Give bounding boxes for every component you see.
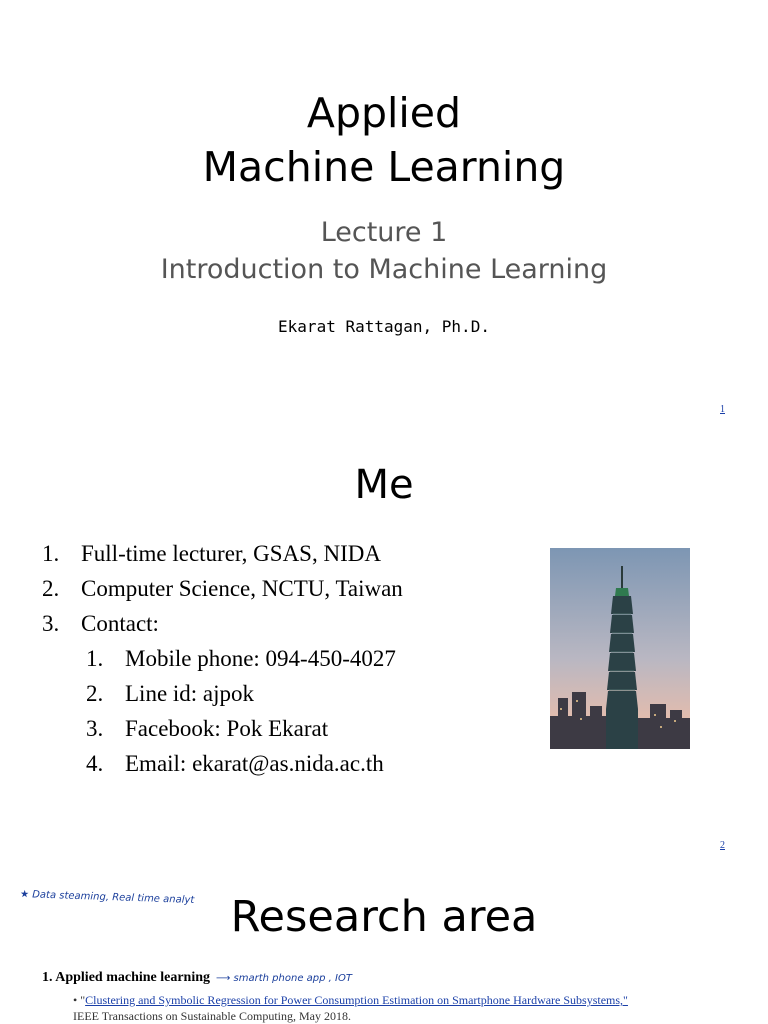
taipei-101-photo — [550, 548, 690, 749]
list-item: 3. Facebook: Pok Ekarat — [86, 716, 329, 741]
paper-venue: IEEE Transactions on Sustainable Computing, May 2018. — [73, 1009, 351, 1023]
research-item — [42, 970, 352, 986]
slide-title: Me — [354, 462, 414, 508]
slide-3 — [0, 864, 768, 1024]
list-item: 1. Mobile phone: 094-450-4027 — [86, 646, 396, 671]
lecture-topic: Introduction to Machine Learning — [160, 254, 608, 285]
bullet: • " — [73, 993, 86, 1007]
page-number-link[interactable]: 1 — [720, 404, 725, 415]
author-name: Ekarat Rattagan, Ph.D. — [278, 317, 490, 336]
lecture-number: Lecture 1 — [320, 217, 448, 248]
slide-2 — [0, 432, 768, 864]
lecture-subtitle — [0, 214, 768, 288]
list-item: 3. Contact: — [42, 611, 159, 636]
page-number-link[interactable]: 2 — [720, 840, 725, 851]
list-item: 4. Email: ekarat@as.nida.ac.th — [86, 751, 384, 776]
handwritten-note: ★ Data steaming, Real time analyt — [19, 888, 195, 907]
bio-list — [42, 536, 403, 781]
contact-list — [86, 641, 403, 781]
paper-reference — [73, 992, 633, 1024]
slide-1 — [0, 0, 768, 432]
list-item: 2. Line id: ajpok — [86, 681, 255, 706]
course-title-line2: Machine Learning — [202, 143, 566, 191]
list-item: 1. Full-time lecturer, GSAS, NIDA — [42, 541, 381, 566]
course-title — [0, 86, 768, 194]
paper-title-link[interactable]: Clustering and Symbolic Regression for Power Consumption Estimation on Smartphone Hardware Subsystems," — [85, 993, 628, 1007]
contact-sublist-container — [42, 641, 403, 781]
slide-title: Research area — [230, 892, 538, 942]
research-item-label: 1. Applied machine learning — [42, 970, 211, 985]
course-title-line1: Applied — [306, 89, 462, 137]
handwritten-annotation: ⟶ smarth phone app , IOT — [216, 973, 352, 984]
list-item: 2. Computer Science, NCTU, Taiwan — [42, 576, 403, 601]
